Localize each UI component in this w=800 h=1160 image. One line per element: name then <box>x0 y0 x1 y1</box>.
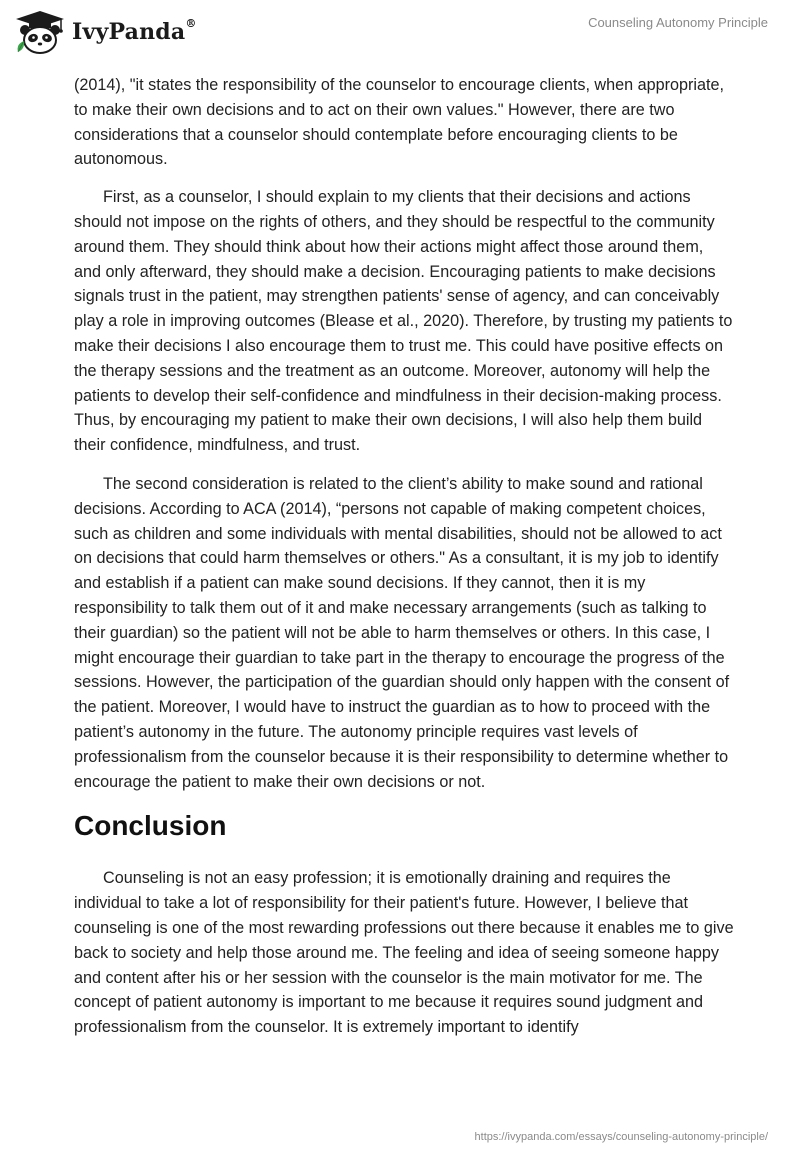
essay-paragraph: The second consideration is related to the client’s ability to make sound and rational decisions. According to ACA (2014), “persons not capable of making competent choices, such as children and some individuals with mental disabilities, should not be allowed to act on decisions that could harm themselves or others." As a consultant, it is my job to identify and establish if a patient can make sound decisions. If they cannot, then it is my responsibility to talk them out of it and make necessary arrangements (such as talking to their guardian) so the patient will not be able to harm themselves or others. In this case, I might encourage their guardian to take part in the therapy to encourage the progress of the sessions. However, the participation of the guardian should only happen with the consent of the patient. Moreover, I would have to instruct the guardian as to how to proceed with the patient’s autonomy in the future. The autonomy principle requires vast levels of professionalism from the counselor because it is their responsibility to determine whether to encourage the patient to make their own decisions or not. <box>74 474 730 791</box>
panda-graduate-icon <box>14 8 66 56</box>
essay-body <box>74 73 734 1054</box>
conclusion-heading: Conclusion <box>74 810 227 842</box>
source-url[interactable]: https://ivypanda.com/essays/counseling-autonomy-principle/ <box>474 1131 768 1143</box>
brand-name: IvyPanda® <box>72 17 197 45</box>
ivypanda-logo[interactable] <box>14 8 197 56</box>
registered-mark: ® <box>185 17 197 30</box>
essay-paragraph: First, as a counselor, I should explain to my clients that their decisions and actions should not impose on the rights of others, and they should be respectful to the community around them. They should think about how their actions might affect those around them, and only afterward, they should make a decision. Encouraging patients to make decisions signals trust in the patient, may strengthen patients' sense of agency, and can conceivably play a role in improving outcomes (Blease et al., 2020). Therefore, by trusting my patients to make their decisions I also encourage them to trust me. This could have positive effects on the therapy sessions and the treatment as an outcome. Moreover, autonomy will help the patients to develop their self-confidence and mindfulness in their decision-making process. Thus, by encouraging my patient to make their own decisions, I will also help them build their confidence, mindfulness, and trust. <box>74 188 733 455</box>
document-title: Counseling Autonomy Principle <box>588 15 768 30</box>
page-header <box>0 0 800 70</box>
essay-paragraph: Counseling is not an easy profession; it is emotionally draining and requires the individual to take a lot of responsibility for their patient's future. However, I believe that counseling is one of the most rewarding professions out there because it enables me to give back to society and help those around me. The feeling and idea of seeing someone happy and content after his or her session with the counselor is the main motivator for me. The concept of patient autonomy is important to me because it requires sound judgment and professionalism from the counselor. It is extremely important to identify <box>74 869 734 1037</box>
essay-paragraph: (2014), "it states the responsibility of the counselor to encourage clients, when appropriate, to make their own decisions and to act on their own values." However, there are two considerations that a counselor should contemplate before encouraging clients to be autonomous. <box>74 76 725 169</box>
